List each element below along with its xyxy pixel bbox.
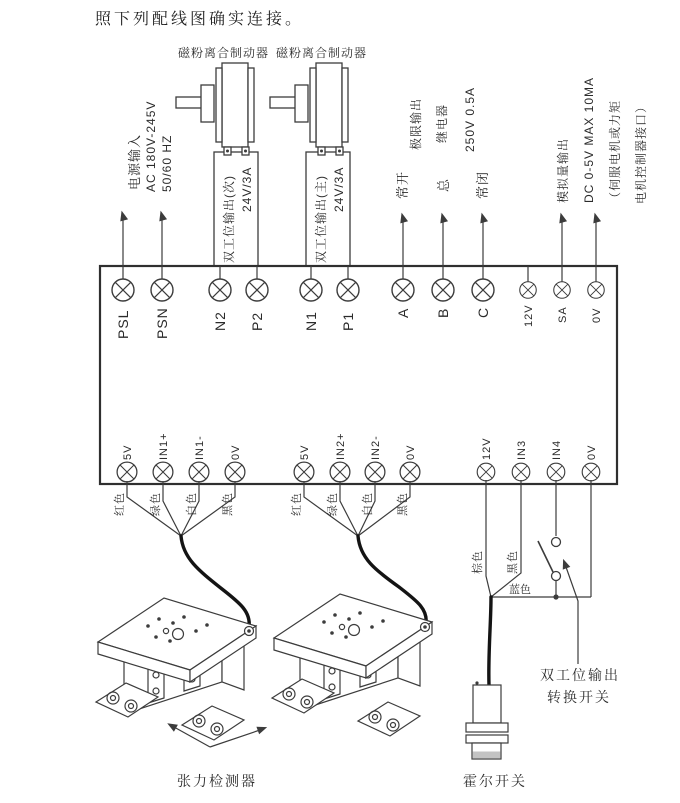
- arrow-icon: [165, 720, 178, 732]
- terminal-label-b: B: [435, 307, 451, 318]
- relay-rating-label: 250V 0.5A: [463, 86, 477, 152]
- arrow-icon: [438, 212, 448, 224]
- output-primary-label: 双工位输出(主): [314, 175, 328, 263]
- wire-color-green-2: 绿色: [327, 492, 339, 516]
- hall-sensor-drawing: [466, 681, 508, 759]
- terminal-label-in3: IN3: [516, 439, 528, 460]
- arrow-icon: [591, 212, 601, 224]
- terminal-label-c: C: [475, 306, 491, 318]
- hall-cable: [489, 597, 491, 685]
- arrow-icon: [478, 212, 488, 224]
- terminal-in3-icon: [512, 463, 530, 481]
- top-leads: [123, 219, 596, 266]
- analog-note-line2: 电机控制器接口）: [634, 99, 648, 204]
- terminal-label-0v-b2: 0V: [405, 444, 417, 460]
- terminal-5v-2-icon: [294, 462, 314, 482]
- arrow-icon: [118, 210, 128, 222]
- terminal-in2m-icon: [365, 462, 385, 482]
- relay-label: 继电器: [435, 103, 449, 143]
- arrow-icon: [256, 723, 268, 734]
- selector-switch-label-line2: 转换开关: [547, 689, 611, 705]
- tension-detector-right-drawing: [272, 594, 432, 736]
- selector-switch-symbol: [538, 538, 561, 581]
- wire-color-red-1: 红色: [114, 492, 126, 516]
- arrow-icon: [398, 212, 408, 224]
- output-secondary-label: 双工位输出(次): [222, 175, 236, 263]
- terminal-label-5v-1: 5V: [122, 444, 134, 460]
- terminal-label-in4: IN4: [551, 439, 563, 460]
- terminal-label-sa: SA: [557, 306, 569, 323]
- tension-detector-label: 张力检测器: [177, 773, 257, 789]
- junction-dot: [553, 594, 558, 599]
- terminal-0v-top-icon: [588, 282, 605, 299]
- power-frequency-label: 50/60 HZ: [160, 134, 174, 192]
- terminal-label-5v-2: 5V: [299, 444, 311, 460]
- analog-note-line1: （伺服电机或力矩: [608, 99, 622, 204]
- terminal-in4-icon: [547, 463, 565, 481]
- clutch-label-left: 磁粉离合制动器: [178, 46, 270, 60]
- terminal-label-in2p: IN2+: [335, 432, 347, 460]
- wire-color-white-1: 白色: [186, 492, 198, 516]
- terminal-a-icon: [392, 279, 414, 301]
- terminal-0v-b1-icon: [225, 462, 245, 482]
- terminal-b-icon: [432, 279, 454, 301]
- wire-color-white-2: 白色: [362, 492, 374, 516]
- relay-limit-output-label: 极限输出: [409, 97, 423, 150]
- wire-color-black-2: 黑色: [397, 492, 409, 516]
- terminal-0v-b3-icon: [582, 463, 600, 481]
- clutch-label-right: 磁粉离合制动器: [276, 46, 368, 60]
- relay-common-label: 总: [436, 177, 451, 192]
- arrow-icon: [157, 210, 167, 222]
- terminal-label-psl: PSL: [115, 309, 131, 339]
- tension-detector-left-drawing: [96, 598, 256, 740]
- terminal-n2-icon: [209, 279, 231, 301]
- terminal-label-0v-b1: 0V: [230, 444, 242, 460]
- relay-no-label: 常开: [395, 170, 410, 199]
- terminal-label-12v-top: 12V: [523, 304, 535, 327]
- terminal-in1m-icon: [189, 462, 209, 482]
- clutch-brake-right-drawing: [270, 63, 348, 155]
- power-voltage-label: AC 180V-245V: [144, 100, 158, 192]
- terminal-label-in2m: IN2-: [370, 435, 382, 460]
- arrow-icon: [559, 557, 570, 569]
- page-title: 照下列配线图确实连接。: [95, 11, 305, 28]
- terminal-sa-icon: [554, 282, 571, 299]
- terminal-n1-icon: [300, 279, 322, 301]
- terminal-label-p1: P1: [340, 311, 356, 331]
- analog-output-label: 模拟量输出: [556, 137, 570, 203]
- terminal-in2p-icon: [330, 462, 350, 482]
- terminal-p1-icon: [337, 279, 359, 301]
- terminal-psl-icon: [112, 279, 134, 301]
- relay-nc-label: 常闭: [475, 170, 490, 199]
- output-secondary-rating: 24V/3A: [240, 166, 254, 212]
- terminal-label-p2: P2: [249, 311, 265, 331]
- terminal-label-in1m: IN1-: [194, 435, 206, 460]
- sensor2-wires: [304, 484, 410, 536]
- hall-wires: [486, 484, 591, 597]
- wire-color-black-1: 黑色: [222, 492, 234, 516]
- terminal-label-psn: PSN: [154, 307, 170, 339]
- terminal-12v-top-icon: [520, 282, 537, 299]
- terminal-label-n1: N1: [303, 311, 319, 331]
- sensor1-wires: [127, 484, 235, 536]
- output-primary-rating: 24V/3A: [332, 166, 346, 212]
- terminal-label-a: A: [395, 307, 411, 318]
- terminal-in1p-icon: [153, 462, 173, 482]
- analog-range-label: DC 0-5V MAX 10MA: [582, 76, 596, 203]
- power-input-label: 电源输入: [127, 133, 142, 190]
- controller-box: [100, 266, 617, 484]
- wire-color-red-2: 红色: [291, 492, 303, 516]
- clutch-brake-left-drawing: [176, 63, 254, 155]
- terminal-12v-b-icon: [477, 463, 495, 481]
- arrow-icon: [557, 212, 567, 224]
- terminal-p2-icon: [246, 279, 268, 301]
- terminal-label-in1p: IN1+: [158, 432, 170, 460]
- terminal-0v-b2-icon: [400, 462, 420, 482]
- wire-color-black-hall: 黑色: [507, 550, 519, 574]
- terminal-c-icon: [472, 279, 494, 301]
- terminal-label-12v-b: 12V: [481, 437, 493, 460]
- terminal-psn-icon: [151, 279, 173, 301]
- terminal-5v-1-icon: [117, 462, 137, 482]
- wire-color-green-1: 绿色: [150, 492, 162, 516]
- terminal-label-0v-b3: 0V: [586, 444, 598, 460]
- selector-pointer-line: [566, 567, 578, 664]
- selector-switch-label-line1: 双工位输出: [540, 667, 620, 683]
- wire-color-blue-hall: 蓝色: [509, 584, 531, 596]
- terminal-label-n2: N2: [212, 311, 228, 331]
- terminal-label-0v-top: 0V: [591, 307, 603, 323]
- hall-switch-label: 霍尔开关: [463, 773, 527, 789]
- wire-color-brown-hall: 棕色: [472, 550, 484, 574]
